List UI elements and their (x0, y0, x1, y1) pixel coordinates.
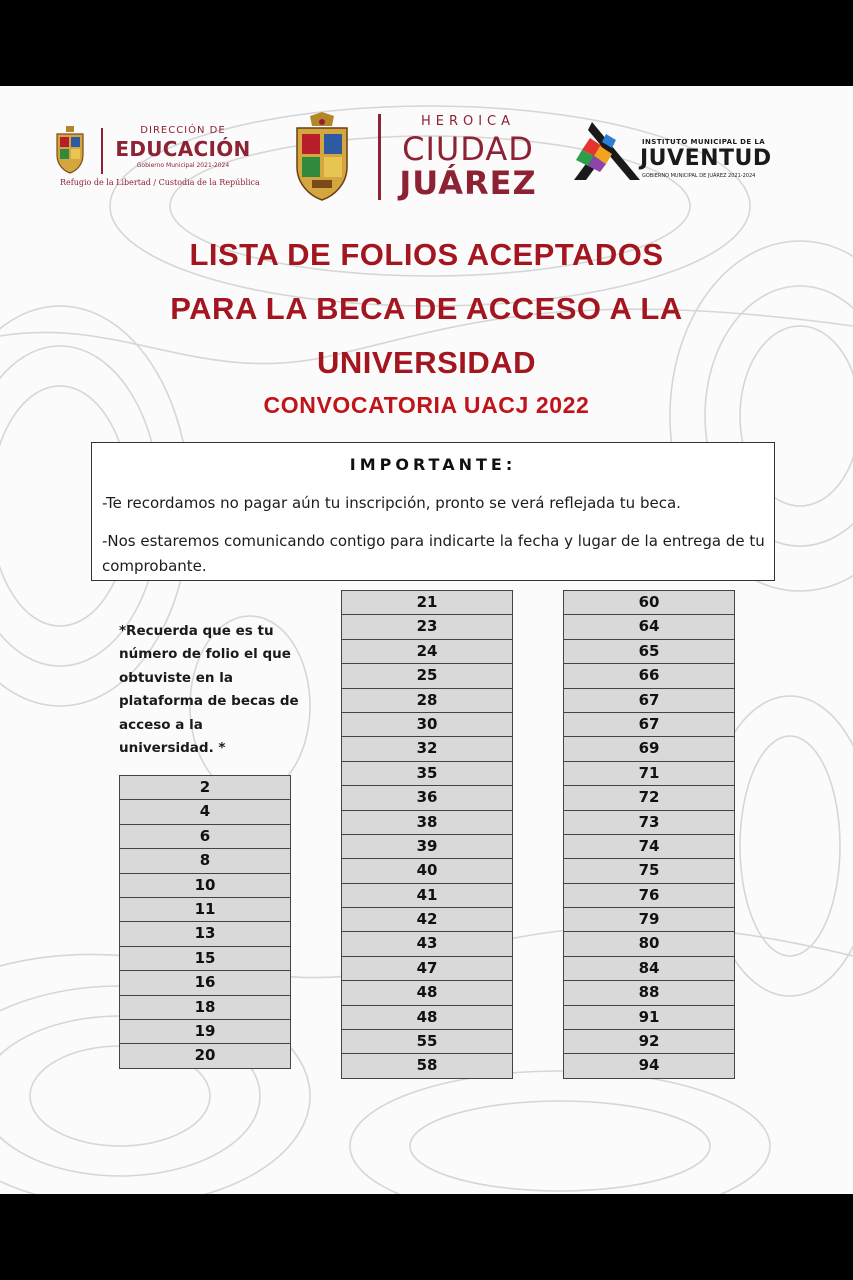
folio-cell: 79 (564, 908, 734, 932)
folio-column-1 (119, 775, 291, 1069)
juarez-coat-of-arms-icon (292, 112, 352, 202)
folio-cell: 8 (120, 849, 290, 873)
folio-cell: 13 (120, 922, 290, 946)
divider (378, 114, 381, 200)
folio-cell: 41 (342, 884, 512, 908)
title-line2: PARA LA BECA DE ACCESO A LA (170, 291, 683, 326)
juventud-logo-icon (572, 120, 642, 182)
folio-cell: 72 (564, 786, 734, 810)
divider (101, 128, 103, 174)
folio-note: *Recuerda que es tu número de folio el que obtuviste en la plataforma de becas de acceso a la universidad. * (119, 623, 299, 757)
ciudad-label: CIUDAD (402, 130, 534, 168)
folio-cell: 10 (120, 874, 290, 898)
folio-cell: 71 (564, 762, 734, 786)
folio-cell: 6 (120, 825, 290, 849)
folio-cell: 28 (342, 689, 512, 713)
folio-cell: 16 (120, 971, 290, 995)
folio-column-3 (563, 590, 735, 1079)
folio-cell: 75 (564, 859, 734, 883)
coat-of-arms-icon (54, 125, 86, 175)
folio-cell: 66 (564, 664, 734, 688)
folio-cell: 32 (342, 737, 512, 761)
folio-cell: 65 (564, 640, 734, 664)
folio-cell: 64 (564, 615, 734, 639)
folio-cell: 67 (564, 689, 734, 713)
folio-cell: 18 (120, 996, 290, 1020)
folio-cell: 43 (342, 932, 512, 956)
educacion-name: EDUCACIÓN (115, 137, 251, 161)
folio-cell: 55 (342, 1030, 512, 1054)
folio-cell: 20 (120, 1044, 290, 1068)
folio-cell: 4 (120, 800, 290, 824)
folio-cell: 48 (342, 1006, 512, 1030)
direccion-educacion-logo (52, 122, 262, 192)
folio-cell: 47 (342, 957, 512, 981)
folio-cell: 23 (342, 615, 512, 639)
folio-cell: 58 (342, 1054, 512, 1078)
juventud-name: JUVENTUD (640, 146, 772, 171)
folio-cell: 94 (564, 1054, 734, 1078)
important-line-2: -Nos estaremos comunicando contigo para indicarte la fecha y lugar de la entrega de tu comprobante. (102, 532, 765, 575)
document-page (0, 86, 853, 1194)
folio-cell: 39 (342, 835, 512, 859)
title-line3: UNIVERSIDAD (316, 345, 537, 380)
important-line-1: -Te recordamos no pagar aún tu inscripción, pronto se verá reflejada tu beca. (102, 494, 681, 512)
folio-cell: 92 (564, 1030, 734, 1054)
educacion-line1: DIRECCIÓN DE (140, 125, 226, 136)
folio-cell: 35 (342, 762, 512, 786)
folio-cell: 42 (342, 908, 512, 932)
juventud-line1: INSTITUTO MUNICIPAL DE LA (642, 138, 766, 146)
juarez-label: JUÁREZ (399, 164, 537, 202)
folio-cell: 73 (564, 811, 734, 835)
folio-cell: 74 (564, 835, 734, 859)
folio-cell: 15 (120, 947, 290, 971)
folio-cell: 67 (564, 713, 734, 737)
educacion-motto: Refugio de la Libertad / Custodia de la República (60, 178, 260, 187)
folio-cell: 91 (564, 1006, 734, 1030)
folio-cell: 60 (564, 591, 734, 615)
folio-cell: 11 (120, 898, 290, 922)
folio-cell: 48 (342, 981, 512, 1005)
folio-cell: 88 (564, 981, 734, 1005)
folio-cell: 38 (342, 811, 512, 835)
folio-cell: 76 (564, 884, 734, 908)
folio-cell: 80 (564, 932, 734, 956)
heroica-label: HEROICA (420, 114, 516, 129)
folio-cell: 21 (342, 591, 512, 615)
juventud-gov: GOBIERNO MUNICIPAL DE JUÁREZ 2021-2024 (642, 173, 756, 179)
educacion-gov: Gobierno Municipal 2021-2024 (136, 162, 230, 169)
page-subtitle: CONVOCATORIA UACJ 2022 (263, 392, 590, 418)
folio-cell: 30 (342, 713, 512, 737)
important-heading: IMPORTANTE: (349, 455, 517, 474)
folio-cell: 36 (342, 786, 512, 810)
folio-cell: 2 (120, 776, 290, 800)
important-notice-box (91, 442, 775, 581)
title-line1: LISTA DE FOLIOS ACEPTADOS (189, 237, 664, 272)
folio-cell: 69 (564, 737, 734, 761)
folio-cell: 40 (342, 859, 512, 883)
page-title (100, 228, 753, 390)
folio-cell: 25 (342, 664, 512, 688)
folio-cell: 84 (564, 957, 734, 981)
folio-cell: 24 (342, 640, 512, 664)
folio-cell: 19 (120, 1020, 290, 1044)
folio-column-2 (341, 590, 513, 1079)
